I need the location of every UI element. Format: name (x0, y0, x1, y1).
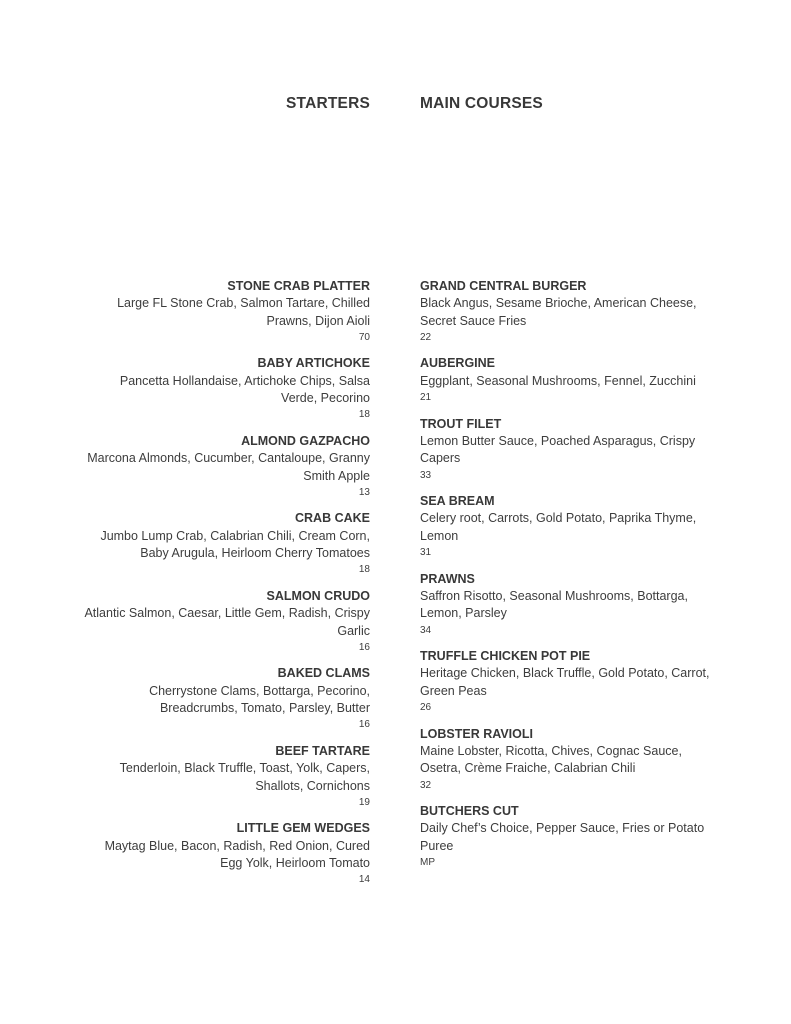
starters-list (82, 278, 370, 898)
menu-item (420, 803, 712, 870)
menu-item-price: 13 (358, 486, 370, 498)
menu-item (82, 588, 370, 655)
menu-item-name: SALMON CRUDO (266, 588, 370, 603)
menu-item-description: Tenderloin, Black Truffle, Toast, Yolk, Capers, Shallots, Cornichons (119, 761, 370, 793)
menu-item (82, 743, 370, 810)
menu-item-description: Daily Chef’s Choice, Pepper Sauce, Fries or Potato Puree (420, 821, 705, 853)
menu-item-description: Maine Lobster, Ricotta, Chives, Cognac Sauce, Osetra, Crème Fraiche, Calabrian Chili (420, 743, 682, 776)
menu-item-description: Jumbo Lump Crab, Calabrian Chili, Cream Corn, Baby Arugula, Heirloom Cherry Tomatoes (100, 528, 370, 561)
menu-item-description: Maytag Blue, Bacon, Radish, Red Onion, Cured Egg Yolk, Heirloom Tomato (104, 838, 370, 870)
menu-item-description: Black Angus, Sesame Brioche, American Cheese, Secret Sauce Fries (420, 296, 697, 328)
menu-item-price: 22 (420, 331, 432, 343)
menu-item-name: TRUFFLE CHICKEN POT PIE (420, 649, 591, 664)
menu-item (420, 416, 712, 483)
menu-item-description: Marcona Almonds, Cucumber, Cantaloupe, Granny Smith Apple (87, 451, 370, 483)
menu-item-price: 33 (420, 469, 432, 481)
menu-item-name: ALMOND GAZPACHO (241, 433, 370, 448)
menu-item (82, 665, 370, 732)
menu-item-name: PRAWNS (420, 571, 475, 586)
menu-item (420, 355, 712, 405)
menu-item (420, 726, 712, 793)
menu-item-price: 16 (358, 719, 370, 731)
menu-item-price: 26 (420, 702, 432, 714)
menu-item-name: BEEF TARTARE (275, 743, 370, 758)
menu-item-name: STONE CRAB PLATTER (227, 279, 370, 293)
menu-item-description: Eggplant, Seasonal Mushrooms, Fennel, Zucchini (420, 373, 696, 388)
menu-item (420, 278, 712, 345)
section-header-starters: STARTERS (286, 95, 370, 112)
menu-item-price: 21 (420, 392, 432, 404)
menu-item (82, 510, 370, 577)
menu-item-name: BABY ARTICHOKE (257, 356, 370, 371)
menu-item-price: 14 (358, 874, 370, 886)
menu-item-name: SEA BREAM (420, 494, 495, 509)
menu-item-name: AUBERGINE (420, 356, 496, 371)
menu-item (420, 648, 712, 715)
menu-item-name: LITTLE GEM WEDGES (236, 821, 370, 836)
menu-item-description: Lemon Butter Sauce, Poached Asparagus, Crispy Capers (420, 433, 696, 466)
menu-item-description: Celery root, Carrots, Gold Potato, Paprika Thyme, Lemon (420, 511, 697, 543)
menu-item-name: BAKED CLAMS (277, 666, 370, 681)
main-courses-list (420, 278, 712, 881)
menu-item-name: CRAB CAKE (295, 511, 370, 526)
menu-item-description: Atlantic Salmon, Caesar, Little Gem, Radish, Crispy Garlic (84, 606, 370, 638)
menu-item-price: 16 (358, 641, 370, 653)
menu-grid (82, 95, 712, 898)
menu-item-description: Saffron Risotto, Seasonal Mushrooms, Bottarga, Lemon, Parsley (420, 588, 688, 621)
section-header-main-courses: MAIN COURSES (420, 95, 543, 112)
menu-item (82, 355, 370, 422)
menu-item-description: Large FL Stone Crab, Salmon Tartare, Chilled Prawns, Dijon Aioli (117, 296, 370, 328)
menu-item-name: GRAND CENTRAL BURGER (420, 279, 587, 293)
menu-item (82, 433, 370, 500)
menu-item (420, 571, 712, 638)
menu-item (82, 820, 370, 887)
menu-item-price: 34 (420, 624, 432, 636)
menu-item-description: Heritage Chicken, Black Truffle, Gold Potato, Carrot, Green Peas (420, 666, 710, 698)
main-courses-column (420, 95, 712, 898)
menu-item-description: Pancetta Hollandaise, Artichoke Chips, Salsa Verde, Pecorino (119, 373, 370, 406)
menu-item-price: 19 (358, 796, 370, 808)
menu-item-price: MP (420, 856, 435, 868)
menu-item-price: 70 (358, 331, 370, 343)
menu-item-price: 31 (420, 547, 432, 559)
menu-item-price: 32 (420, 779, 432, 791)
menu-item (82, 278, 370, 345)
starters-column (82, 95, 370, 898)
menu-item (420, 493, 712, 560)
menu-item-price: 18 (358, 409, 370, 421)
menu-item-name: TROUT FILET (420, 416, 502, 431)
menu-item-name: LOBSTER RAVIOLI (420, 726, 533, 741)
menu-item-description: Cherrystone Clams, Bottarga, Pecorino, Breadcrumbs, Tomato, Parsley, Butter (149, 683, 370, 716)
menu-item-name: BUTCHERS CUT (420, 804, 519, 819)
menu-item-price: 18 (358, 564, 370, 576)
